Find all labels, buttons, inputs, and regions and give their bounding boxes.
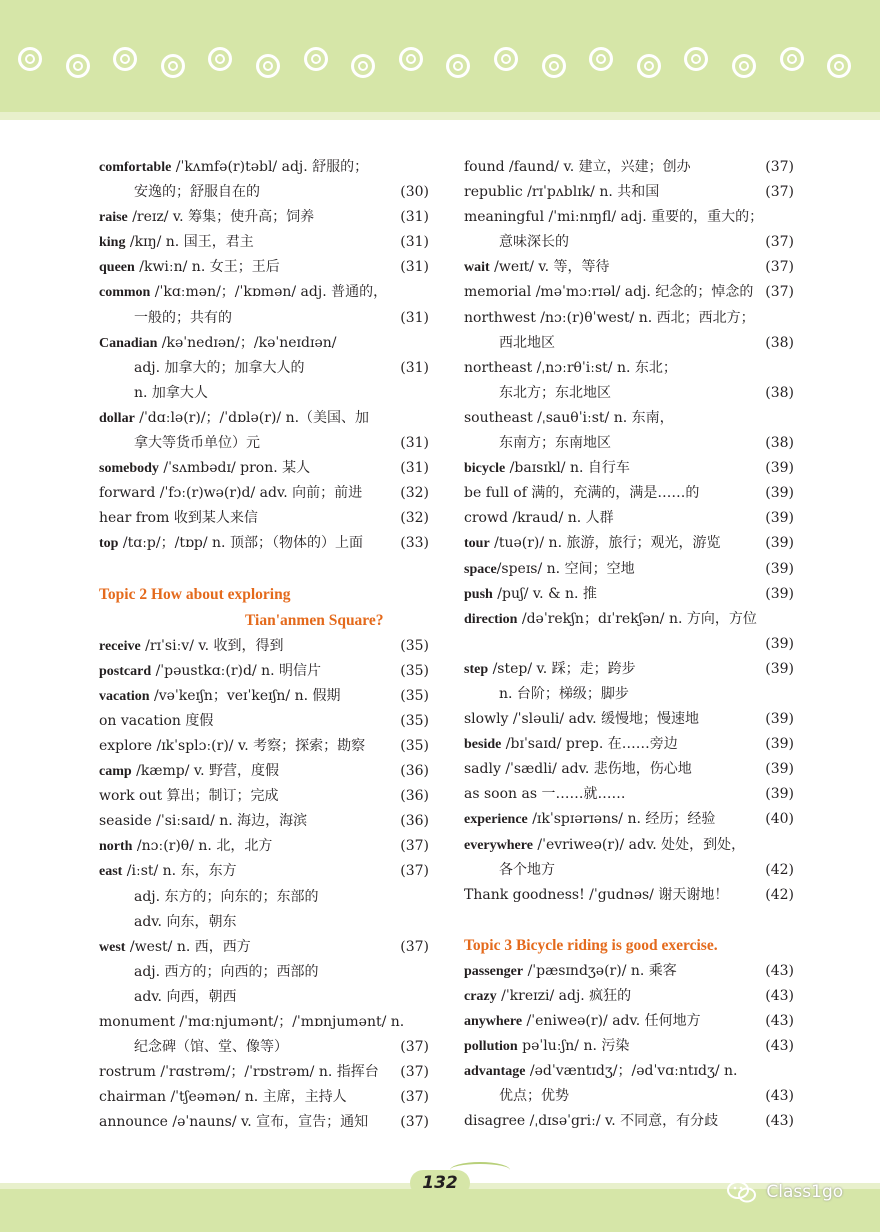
page-reference: (39) bbox=[765, 460, 794, 477]
vocab-line bbox=[464, 1009, 798, 1034]
headword: receive bbox=[99, 638, 141, 654]
headword: passenger bbox=[464, 963, 524, 979]
vocab-line bbox=[464, 155, 798, 180]
definition-text: n. 台阶；梯级；脚步 bbox=[499, 685, 629, 702]
decorative-ring-icon bbox=[732, 54, 756, 78]
vocab-line bbox=[99, 255, 433, 280]
vocab-line bbox=[464, 406, 798, 431]
headword: experience bbox=[464, 812, 528, 828]
headword: space bbox=[464, 561, 497, 577]
page-number: 132 bbox=[410, 1170, 470, 1196]
vocab-line bbox=[464, 531, 798, 556]
vocab-line bbox=[464, 582, 798, 607]
vocab-line bbox=[464, 230, 798, 255]
decorative-ring-icon bbox=[780, 47, 804, 71]
page-reference: (39) bbox=[765, 485, 794, 502]
decorative-ring-icon bbox=[446, 54, 470, 78]
headword: crazy bbox=[464, 989, 497, 1004]
headword: step bbox=[464, 661, 489, 677]
header-band-edge bbox=[0, 112, 880, 120]
vocab-line bbox=[464, 331, 798, 356]
vocab-line bbox=[464, 481, 798, 506]
page-reference: (36) bbox=[400, 763, 429, 780]
vocab-line bbox=[464, 607, 798, 632]
vocab-line bbox=[464, 732, 798, 757]
decorative-ring-icon bbox=[399, 47, 423, 71]
definition-text: northeast /ˌnɔːrθˈiːst/ n. 东北； bbox=[464, 359, 677, 376]
vocab-line bbox=[99, 709, 433, 734]
vocab-line bbox=[99, 481, 433, 506]
vocab-line bbox=[464, 682, 798, 707]
vocab-line bbox=[464, 782, 798, 807]
page-reference: (37) bbox=[765, 159, 794, 175]
vocab-line bbox=[464, 557, 798, 582]
page-reference: (35) bbox=[400, 637, 429, 654]
page-reference: (40) bbox=[765, 811, 794, 828]
page-reference: (39) bbox=[765, 560, 794, 577]
decorative-ring-icon bbox=[351, 54, 375, 78]
definition-text: /ˈpæsɪndʒə(r)/ n. 乘客 bbox=[523, 962, 677, 979]
vocab-line bbox=[464, 1059, 798, 1084]
definition-text: /dəˈrekʃn；dɪˈrekʃən/ n. 方向，方位 bbox=[517, 610, 757, 627]
headword: common bbox=[99, 285, 151, 301]
vocab-line bbox=[99, 659, 433, 684]
vocab-line bbox=[99, 859, 433, 884]
vocab-line bbox=[99, 935, 433, 960]
vocab-line bbox=[99, 910, 433, 935]
headword: direction bbox=[464, 611, 518, 627]
vocab-line bbox=[464, 959, 798, 984]
headword: comfortable bbox=[99, 160, 172, 175]
definition-text: sadly /ˈsædli/ adv. 悲伤地，伤心地 bbox=[464, 761, 692, 778]
vocab-line bbox=[99, 1085, 433, 1110]
watermark-text: Class1go bbox=[766, 1182, 844, 1202]
vocab-line bbox=[99, 759, 433, 784]
page-reference: (35) bbox=[400, 712, 429, 729]
watermark bbox=[727, 1176, 843, 1208]
vocab-line bbox=[99, 809, 433, 834]
headword: anywhere bbox=[464, 1014, 523, 1030]
headword: beside bbox=[464, 737, 502, 753]
vocab-line bbox=[99, 406, 433, 431]
page-reference: (35) bbox=[400, 687, 429, 704]
definition-text: adj. 加拿大的；加拿大人的 bbox=[134, 359, 305, 376]
headword: bicycle bbox=[464, 461, 506, 477]
right-column bbox=[464, 155, 798, 1135]
page-reference: (38) bbox=[765, 334, 794, 351]
decorative-ring-icon bbox=[827, 54, 851, 78]
headword: everywhere bbox=[464, 837, 533, 853]
page-reference: (43) bbox=[765, 962, 794, 979]
page-reference: (31) bbox=[400, 359, 429, 376]
definition-text: disagree /ˌdɪsəˈgriː/ v. 不同意，有分歧 bbox=[464, 1113, 719, 1130]
page-reference: (42) bbox=[765, 886, 794, 903]
wechat-icon bbox=[727, 1180, 757, 1204]
definition-text: explore /ɪkˈsplɔː(r)/ v. 考察；探索；勘察 bbox=[99, 737, 366, 754]
definition-text: seaside /ˈsiːsaɪd/ n. 海边，海滨 bbox=[99, 813, 308, 830]
definition-text: 一般的；共有的 bbox=[134, 309, 232, 326]
definition-text: /kæmp/ v. 野营，度假 bbox=[131, 763, 280, 780]
definition-text: meaningful /ˈmiːnɪŋfl/ adj. 重要的，重大的； bbox=[464, 209, 764, 226]
headword: pollution bbox=[464, 1039, 518, 1055]
decorative-ring-icon bbox=[18, 47, 42, 71]
headword: camp bbox=[99, 764, 132, 780]
definition-text: /puʃ/ v. & n. 推 bbox=[492, 585, 597, 602]
page-reference: (39) bbox=[765, 510, 794, 527]
left-column bbox=[99, 155, 433, 1135]
definition-text: /kəˈnedɪən/；/kəˈneɪdɪən/ bbox=[157, 334, 337, 351]
headword: vacation bbox=[99, 688, 150, 704]
vocab-line bbox=[99, 155, 433, 180]
topic-heading: Topic 2 How about exploring bbox=[99, 585, 291, 603]
vocab-line bbox=[99, 506, 433, 531]
definition-text: /ədˈvæntɪdʒ/；/ədˈvɑːntɪdʒ/ n. bbox=[525, 1063, 738, 1080]
page-reference: (43) bbox=[765, 1113, 794, 1130]
page-reference: (35) bbox=[400, 662, 429, 679]
page-reference: (31) bbox=[400, 259, 429, 276]
page-reference: (32) bbox=[400, 485, 429, 502]
page-reference: (39) bbox=[765, 736, 794, 753]
vocab-line bbox=[464, 883, 798, 908]
vocab-line bbox=[464, 858, 798, 883]
definition-text: /baɪsɪkl/ n. 自行车 bbox=[505, 460, 630, 477]
definition-text: /tɑːp/；/tɒp/ n. 顶部；（物体的）上面 bbox=[118, 535, 363, 552]
page-reference: (37) bbox=[400, 1039, 429, 1056]
vocab-line bbox=[464, 1109, 798, 1134]
vocab-line bbox=[464, 632, 798, 657]
page-reference: (39) bbox=[765, 786, 794, 803]
vocab-line bbox=[464, 657, 798, 682]
definition-text: adj. 西方的；向西的；西部的 bbox=[134, 963, 319, 980]
definition-text: /west/ n. 西，西方 bbox=[125, 938, 251, 955]
page-reference: (39) bbox=[765, 635, 794, 652]
definition-text: 西北地区 bbox=[499, 334, 555, 351]
page-reference: (37) bbox=[400, 1114, 429, 1131]
definition-text: /ˈdɑːlə(r)/；/ˈdɒlə(r)/ n.（美国、加 bbox=[134, 409, 370, 426]
definition-text: n. 加拿大人 bbox=[134, 384, 208, 401]
vocab-line bbox=[99, 634, 433, 659]
decorative-ring-icon bbox=[208, 47, 232, 71]
vocab-line bbox=[99, 356, 433, 381]
definition-text: monument /ˈmɑːnjumənt/；/ˈmɒnjumənt/ n. bbox=[99, 1014, 405, 1030]
topic-heading: Tian'anmen Square? bbox=[245, 611, 384, 629]
page-reference: (32) bbox=[400, 510, 429, 527]
vocab-line bbox=[99, 180, 433, 205]
page-reference: (37) bbox=[400, 863, 429, 880]
definition-text: memorial /məˈmɔːrɪəl/ adj. 纪念的；悼念的 bbox=[464, 284, 754, 301]
page-reference: (39) bbox=[765, 711, 794, 728]
definition-text: 东南方；东南地区 bbox=[499, 435, 611, 452]
definition-text: 东北方；东北地区 bbox=[499, 384, 611, 401]
definition-text: /reɪz/ v. 筹集；使升高；饲养 bbox=[127, 209, 315, 226]
definition-text: /ˈkʌmfə(r)təbl/ adj. 舒服的； bbox=[171, 159, 369, 175]
definition-text: found /faund/ v. 建立，兴建；创办 bbox=[464, 159, 691, 175]
page-reference: (31) bbox=[400, 309, 429, 326]
page-reference: (43) bbox=[765, 1088, 794, 1105]
definition-text: Thank goodness! /ˈgudnəs/ 谢天谢地！ bbox=[464, 886, 729, 903]
vocab-line bbox=[99, 834, 433, 859]
spacer bbox=[99, 557, 433, 582]
definition-text: /speɪs/ n. 空间；空地 bbox=[496, 560, 635, 577]
vocab-line bbox=[99, 205, 433, 230]
definition-text: adv. 向东，朝东 bbox=[134, 913, 237, 930]
decorative-ring-icon bbox=[494, 47, 518, 71]
page-reference: (43) bbox=[765, 988, 794, 1004]
page-reference: (37) bbox=[400, 938, 429, 955]
vocab-line bbox=[464, 757, 798, 782]
vocab-line bbox=[99, 684, 433, 709]
page-reference: (33) bbox=[400, 535, 429, 552]
definition-text: /kwiːn/ n. 女王；王后 bbox=[134, 259, 280, 276]
vocab-line bbox=[99, 960, 433, 985]
definition-text: 优点；优势 bbox=[499, 1088, 569, 1105]
page-reference: (35) bbox=[400, 737, 429, 754]
definition-text: adv. 向西，朝西 bbox=[134, 988, 237, 1005]
vocab-line bbox=[99, 1010, 433, 1035]
definition-text: on vacation 度假 bbox=[99, 712, 214, 729]
page-reference: (36) bbox=[400, 813, 429, 830]
page-reference: (31) bbox=[400, 209, 429, 226]
definition-text: 各个地方 bbox=[499, 861, 555, 878]
headword: somebody bbox=[99, 461, 159, 477]
page-reference: (37) bbox=[400, 1064, 429, 1081]
vocab-line bbox=[464, 506, 798, 531]
vocab-line bbox=[99, 1035, 433, 1060]
vocab-line bbox=[464, 1084, 798, 1109]
definition-text: /ˈeniweə(r)/ adv. 任何地方 bbox=[522, 1013, 701, 1030]
decorative-ring-icon bbox=[256, 54, 280, 78]
vocab-line bbox=[99, 280, 433, 305]
headword: east bbox=[99, 864, 123, 880]
page-reference: (37) bbox=[400, 1089, 429, 1106]
definition-text: northwest /nɔː(r)θˈwest/ n. 西北；西北方； bbox=[464, 309, 755, 326]
definition-text: announce /əˈnauns/ v. 宣布，宣告；通知 bbox=[99, 1114, 369, 1131]
headword: Canadian bbox=[99, 335, 158, 351]
definition-text: /iːst/ n. 东，东方 bbox=[122, 863, 237, 880]
vocab-line bbox=[464, 205, 798, 230]
spacer bbox=[464, 908, 798, 933]
vocab-line bbox=[464, 807, 798, 832]
headword: dollar bbox=[99, 410, 135, 426]
definition-text: hear from 收到某人来信 bbox=[99, 510, 258, 527]
definition-text: /ɪkˈspɪərɪəns/ n. 经历；经验 bbox=[527, 811, 716, 828]
definition-text: be full of 满的，充满的，满是……的 bbox=[464, 485, 700, 502]
vocab-line bbox=[464, 306, 798, 331]
vocab-line bbox=[99, 885, 433, 910]
headword: postcard bbox=[99, 663, 152, 679]
page-reference: (37) bbox=[765, 184, 794, 201]
vocab-line bbox=[99, 431, 433, 456]
page-reference: (37) bbox=[400, 838, 429, 855]
headword: advantage bbox=[464, 1064, 526, 1080]
decorative-ring-icon bbox=[684, 47, 708, 71]
definition-text: /ˈkreɪzi/ adj. 疯狂的 bbox=[496, 988, 632, 1004]
definition-text: republic /rɪˈpʌblɪk/ n. 共和国 bbox=[464, 184, 660, 201]
headword: queen bbox=[99, 260, 135, 276]
definition-text: /nɔː(r)θ/ n. 北，北方 bbox=[132, 838, 273, 855]
definition-text: 拿大等货币单位）元 bbox=[134, 435, 260, 452]
vocab-line bbox=[464, 356, 798, 381]
vocab-line bbox=[464, 431, 798, 456]
page-reference: (31) bbox=[400, 460, 429, 477]
header-band bbox=[0, 0, 880, 120]
vocab-line bbox=[464, 984, 798, 1009]
decorative-ring-icon bbox=[66, 54, 90, 78]
page-reference: (31) bbox=[400, 234, 429, 251]
definition-text: /bɪˈsaɪd/ prep. 在……旁边 bbox=[501, 736, 678, 753]
definition-text: 安逸的；舒服自在的 bbox=[134, 184, 260, 201]
definition-text: slowly /ˈsləuli/ adv. 缓慢地；慢速地 bbox=[464, 711, 700, 728]
definition-text: 纪念碑（馆、堂、像等） bbox=[134, 1039, 288, 1056]
vocab-line bbox=[464, 255, 798, 280]
definition-text: /ˈpəustkɑː(r)d/ n. 明信片 bbox=[151, 662, 322, 679]
decorative-ring-icon bbox=[542, 54, 566, 78]
headword: push bbox=[464, 586, 493, 602]
definition-text: work out 算出；制订；完成 bbox=[99, 788, 279, 805]
vocab-line bbox=[99, 306, 433, 331]
page-reference: (36) bbox=[400, 788, 429, 805]
page-reference: (43) bbox=[765, 1013, 794, 1030]
decorative-ring-icon bbox=[637, 54, 661, 78]
definition-text: adj. 东方的；向东的；东部的 bbox=[134, 888, 319, 905]
decorative-ring-icon bbox=[304, 47, 328, 71]
definition-text: crowd /kraud/ n. 人群 bbox=[464, 510, 614, 527]
page-reference: (38) bbox=[765, 384, 794, 401]
definition-text: chairman /ˈtʃeəmən/ n. 主席，主持人 bbox=[99, 1089, 347, 1106]
headword: north bbox=[99, 839, 133, 855]
definition-text: /rɪˈsiːv/ v. 收到，得到 bbox=[140, 637, 284, 654]
definition-text: /vəˈkeɪʃn；veɪˈkeɪʃn/ n. 假期 bbox=[149, 687, 341, 704]
page-reference: (43) bbox=[765, 1038, 794, 1055]
vocab-line bbox=[99, 531, 433, 556]
decorative-ring-icon bbox=[113, 47, 137, 71]
page-reference: (39) bbox=[765, 660, 794, 677]
definition-text: /weɪt/ v. 等，等待 bbox=[489, 259, 610, 276]
vocab-line bbox=[99, 734, 433, 759]
headword: tour bbox=[464, 536, 490, 552]
page-reference: (39) bbox=[765, 585, 794, 602]
page-reference: (39) bbox=[765, 761, 794, 778]
vocab-line bbox=[99, 230, 433, 255]
page-reference: (37) bbox=[765, 259, 794, 276]
vocab-line bbox=[464, 1034, 798, 1059]
vocab-line bbox=[464, 833, 798, 858]
definition-text: 意味深长的 bbox=[499, 234, 569, 251]
definition-text: pəˈluːʃn/ n. 污染 bbox=[517, 1038, 630, 1055]
definition-text: /tuə(r)/ n. 旅游，旅行；观光，游览 bbox=[489, 535, 721, 552]
decorative-ring-icon bbox=[589, 47, 613, 71]
definition-text: /ˈkɑːmən/；/ˈkɒmən/ adj. 普通的， bbox=[150, 284, 388, 301]
decorative-ring-icon bbox=[161, 54, 185, 78]
vocab-line bbox=[464, 456, 798, 481]
headword: west bbox=[99, 939, 126, 955]
page-reference: (39) bbox=[765, 535, 794, 552]
page-reference: (37) bbox=[765, 284, 794, 301]
page-reference: (31) bbox=[400, 435, 429, 452]
page-reference: (37) bbox=[765, 234, 794, 251]
vocab-line bbox=[99, 1110, 433, 1135]
definition-text: southeast /ˌsauθˈiːst/ n. 东南， bbox=[464, 409, 674, 426]
definition-text: /kɪŋ/ n. 国王，君主 bbox=[125, 234, 254, 251]
vocab-line bbox=[464, 707, 798, 732]
vocab-line bbox=[464, 180, 798, 205]
vocab-line bbox=[99, 381, 433, 406]
headword: top bbox=[99, 536, 119, 552]
definition-text: /ˈevriweə(r)/ adv. 处处，到处， bbox=[532, 836, 746, 853]
vocab-line bbox=[464, 381, 798, 406]
topic-heading: Topic 3 Bicycle riding is good exercise. bbox=[464, 936, 718, 954]
vocab-line bbox=[99, 456, 433, 481]
page-reference: (30) bbox=[400, 184, 429, 201]
page-reference: (38) bbox=[765, 435, 794, 452]
headword: king bbox=[99, 235, 126, 251]
vocab-line bbox=[99, 784, 433, 809]
definition-text: /step/ v. 踩；走；跨步 bbox=[488, 660, 636, 677]
page-reference: (42) bbox=[765, 861, 794, 878]
vocab-line bbox=[99, 331, 433, 356]
headword: raise bbox=[99, 210, 128, 226]
definition-text: forward /ˈfɔː(r)wə(r)d/ adv. 向前；前进 bbox=[99, 485, 363, 502]
headword: wait bbox=[464, 260, 490, 276]
vocab-line bbox=[99, 985, 433, 1010]
vocab-line bbox=[464, 280, 798, 305]
definition-text: as soon as 一……就…… bbox=[464, 786, 626, 803]
definition-text: rostrum /ˈrɑstrəm/；/ˈrɒstrəm/ n. 指挥台 bbox=[99, 1064, 379, 1081]
definition-text: /ˈsʌmbədɪ/ pron. 某人 bbox=[158, 460, 311, 477]
vocab-line bbox=[99, 1060, 433, 1085]
